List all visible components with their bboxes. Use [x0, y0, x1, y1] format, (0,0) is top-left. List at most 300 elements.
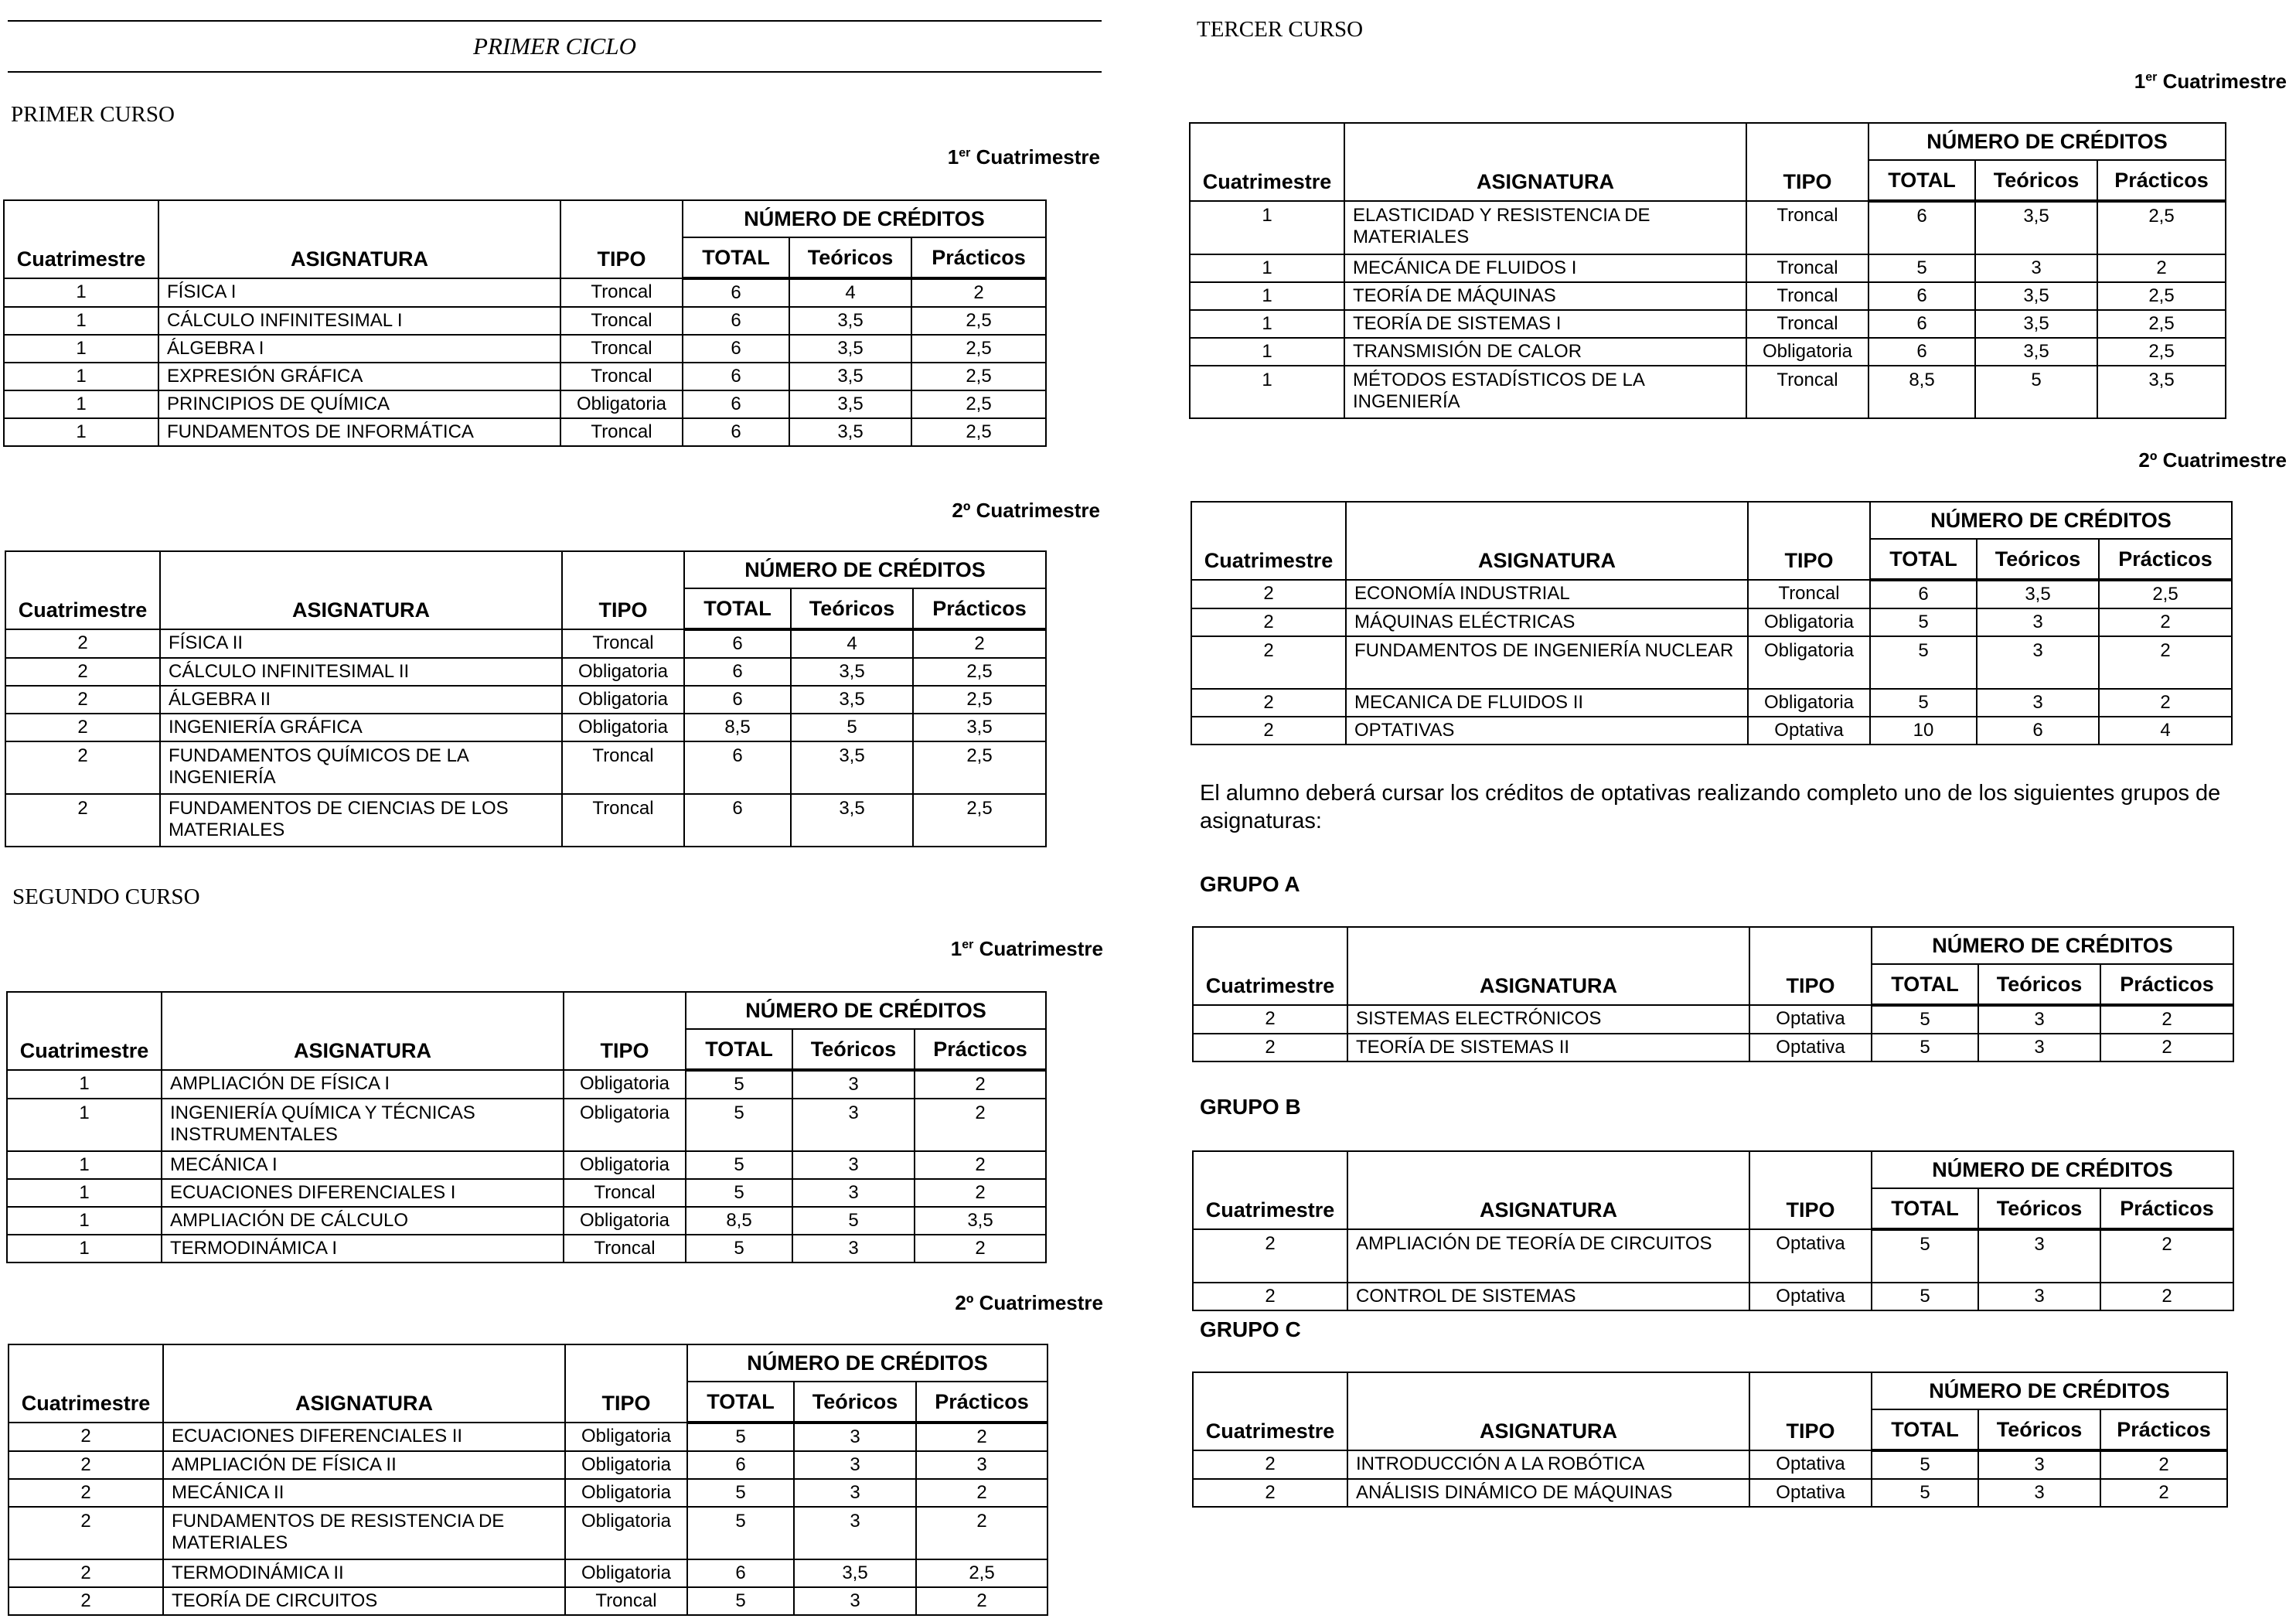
table-row: [5, 794, 1046, 847]
cell-tipo: Troncal: [1746, 254, 1868, 282]
cell-practicos: 2: [2100, 1450, 2227, 1479]
table-row: [7, 1235, 1046, 1263]
cell-total: 6: [684, 794, 791, 847]
cell-total: 5: [1872, 1229, 1978, 1283]
cell-asignatura: FUNDAMENTOS DE INFORMÁTICA: [158, 418, 560, 446]
table-row: [7, 1207, 1046, 1235]
cell-cuatrimestre: 1: [4, 307, 158, 335]
cell-total: 6: [687, 1451, 794, 1479]
cell-cuatrimestre: 1: [1190, 254, 1344, 282]
cell-practicos: 2: [915, 1099, 1046, 1151]
cell-cuatrimestre: 2: [9, 1507, 163, 1559]
cell-teoricos: 3: [1977, 608, 2099, 636]
cell-asignatura: INGENIERÍA QUÍMICA Y TÉCNICAS INSTRUMENTALES: [162, 1099, 564, 1151]
header-cuatrimestre: Cuatrimestre: [1193, 927, 1347, 1005]
optativas-note: El alumno deberá cursar los créditos de optativas realizando completo uno de los siguientes grupos de asignaturas:: [1200, 781, 2221, 833]
table-row: [1193, 1479, 2227, 1507]
cell-asignatura: ÁLGEBRA II: [160, 686, 562, 714]
header-tipo: TIPO: [1749, 927, 1872, 1005]
table-row: [1190, 201, 2226, 254]
cell-tipo: Obligatoria: [564, 1099, 686, 1151]
table-row: [1193, 1034, 2233, 1061]
cell-cuatrimestre: 1: [4, 363, 158, 390]
cell-asignatura: AMPLIACIÓN DE FÍSICA II: [163, 1451, 565, 1479]
cell-teoricos: 3: [794, 1479, 916, 1507]
cell-cuatrimestre: 2: [9, 1479, 163, 1507]
cell-teoricos: 3: [792, 1179, 915, 1207]
cell-cuatrimestre: 2: [1193, 1229, 1347, 1283]
cell-asignatura: CONTROL DE SISTEMAS: [1347, 1283, 1749, 1310]
header-numero-creditos: NÚMERO DE CRÉDITOS: [1872, 1151, 2233, 1188]
cell-tipo: Troncal: [565, 1587, 687, 1615]
cell-asignatura: MÁQUINAS ELÉCTRICAS: [1346, 608, 1748, 636]
cell-asignatura: FUNDAMENTOS DE RESISTENCIA DE MATERIALES: [163, 1507, 565, 1559]
semester-label-c3s1: 1er Cuatrimestre: [2134, 70, 2287, 93]
cell-practicos: 3,5: [2097, 366, 2226, 418]
cell-teoricos: 5: [791, 714, 913, 741]
header-practicos: Prácticos: [2100, 964, 2233, 1005]
cycle-title: PRIMER CICLO: [8, 20, 1102, 73]
header-cuatrimestre: Cuatrimestre: [1191, 502, 1346, 580]
cell-practicos: 2,5: [2097, 310, 2226, 338]
cell-total: 5: [1870, 636, 1977, 689]
cell-tipo: Troncal: [1746, 201, 1868, 254]
table-row: [1193, 1450, 2227, 1479]
semester-label-c2s1: 1er Cuatrimestre: [950, 937, 1103, 960]
cell-total: 5: [1872, 1034, 1978, 1061]
header-tipo: TIPO: [562, 551, 684, 629]
header-asignatura: ASIGNATURA: [1347, 927, 1749, 1005]
cell-asignatura: ANÁLISIS DINÁMICO DE MÁQUINAS: [1347, 1479, 1749, 1507]
cell-cuatrimestre: 2: [1193, 1479, 1347, 1507]
header-asignatura: ASIGNATURA: [160, 551, 562, 629]
cell-asignatura: EXPRESIÓN GRÁFICA: [158, 363, 560, 390]
header-tipo: TIPO: [1749, 1372, 1872, 1450]
cell-teoricos: 3: [792, 1151, 915, 1179]
cell-asignatura: TEORÍA DE SISTEMAS I: [1344, 310, 1746, 338]
cell-cuatrimestre: 1: [7, 1070, 162, 1099]
cell-tipo: Optativa: [1748, 717, 1870, 745]
header-numero-creditos: NÚMERO DE CRÉDITOS: [683, 200, 1046, 237]
cell-practicos: 2: [2097, 254, 2226, 282]
cell-total: 6: [1868, 310, 1975, 338]
cell-tipo: Obligatoria: [562, 658, 684, 686]
table-row: [1193, 1229, 2233, 1283]
cell-teoricos: 5: [792, 1207, 915, 1235]
cell-asignatura: OPTATIVAS: [1346, 717, 1748, 745]
header-asignatura: ASIGNATURA: [163, 1344, 565, 1423]
cell-total: 5: [686, 1099, 792, 1151]
table-c3s2: [1191, 501, 2233, 745]
cell-asignatura: CÁLCULO INFINITESIMAL I: [158, 307, 560, 335]
header-total: TOTAL: [1870, 539, 1977, 580]
header-total: TOTAL: [684, 588, 791, 629]
table-row: [9, 1507, 1048, 1559]
cell-total: 6: [683, 278, 789, 307]
cell-asignatura: MECÁNICA II: [163, 1479, 565, 1507]
header-asignatura: ASIGNATURA: [1346, 502, 1748, 580]
header-practicos: Prácticos: [2099, 539, 2232, 580]
cell-practicos: 2,5: [913, 794, 1046, 847]
header-practicos: Prácticos: [915, 1029, 1046, 1070]
header-asignatura: ASIGNATURA: [1344, 123, 1746, 201]
cell-tipo: Obligatoria: [1748, 689, 1870, 717]
cell-practicos: 2: [2100, 1034, 2233, 1061]
cell-cuatrimestre: 1: [4, 335, 158, 363]
cell-cuatrimestre: 2: [1191, 608, 1346, 636]
cell-asignatura: FUNDAMENTOS DE CIENCIAS DE LOS MATERIALES: [160, 794, 562, 847]
cell-cuatrimestre: 2: [1191, 580, 1346, 608]
cell-tipo: Optativa: [1749, 1229, 1872, 1283]
cell-asignatura: FÍSICA I: [158, 278, 560, 307]
header-teoricos: Teóricos: [791, 588, 913, 629]
table-row: [1193, 1283, 2233, 1310]
table-row: [1190, 254, 2226, 282]
table-row: [4, 307, 1046, 335]
header-numero-creditos: NÚMERO DE CRÉDITOS: [686, 992, 1046, 1029]
cell-asignatura: FUNDAMENTOS DE INGENIERÍA NUCLEAR: [1346, 636, 1748, 689]
cell-practicos: 2: [913, 629, 1046, 658]
cell-tipo: Optativa: [1749, 1034, 1872, 1061]
header-tipo: TIPO: [564, 992, 686, 1070]
cell-teoricos: 5: [1975, 366, 2097, 418]
semester-label-c1s2: 2º Cuatrimestre: [952, 499, 1100, 522]
header-teoricos: Teóricos: [792, 1029, 915, 1070]
table-c2s1: [6, 991, 1047, 1263]
header-tipo: TIPO: [1748, 502, 1870, 580]
cell-total: 6: [683, 307, 789, 335]
header-teoricos: Teóricos: [1975, 160, 2097, 201]
cell-practicos: 2,5: [2097, 282, 2226, 310]
header-cuatrimestre: Cuatrimestre: [4, 200, 158, 278]
grupo-a-label: GRUPO A: [1200, 872, 1300, 896]
cell-asignatura: MECÁNICA I: [162, 1151, 564, 1179]
cell-total: 5: [1872, 1450, 1978, 1479]
cell-teoricos: 3,5: [791, 658, 913, 686]
cell-asignatura: TEORÍA DE SISTEMAS II: [1347, 1034, 1749, 1061]
cell-total: 6: [683, 335, 789, 363]
cell-asignatura: CÁLCULO INFINITESIMAL II: [160, 658, 562, 686]
header-asignatura: ASIGNATURA: [158, 200, 560, 278]
semester-label-c3s2: 2º Cuatrimestre: [2138, 448, 2287, 472]
cell-cuatrimestre: 2: [9, 1559, 163, 1587]
table-grupo-a: [1192, 926, 2234, 1062]
cell-practicos: 2: [2100, 1283, 2233, 1310]
cell-tipo: Obligatoria: [562, 686, 684, 714]
cell-total: 5: [687, 1423, 794, 1451]
cell-total: 5: [686, 1179, 792, 1207]
cell-cuatrimestre: 1: [1190, 338, 1344, 366]
cell-teoricos: 3,5: [789, 390, 911, 418]
cell-total: 5: [687, 1479, 794, 1507]
header-teoricos: Teóricos: [1978, 1409, 2100, 1450]
cell-asignatura: MECANICA DE FLUIDOS II: [1346, 689, 1748, 717]
cell-total: 5: [1870, 608, 1977, 636]
cell-cuatrimestre: 2: [5, 629, 160, 658]
cell-total: 6: [683, 418, 789, 446]
cell-tipo: Obligatoria: [1748, 608, 1870, 636]
header-cuatrimestre: Cuatrimestre: [1193, 1372, 1347, 1450]
cell-tipo: Optativa: [1749, 1283, 1872, 1310]
cell-practicos: 2,5: [911, 363, 1046, 390]
cell-asignatura: AMPLIACIÓN DE CÁLCULO: [162, 1207, 564, 1235]
header-total: TOTAL: [687, 1382, 794, 1423]
cell-practicos: 2,5: [911, 335, 1046, 363]
table-row: [5, 714, 1046, 741]
cell-asignatura: FUNDAMENTOS QUÍMICOS DE LA INGENIERÍA: [160, 741, 562, 794]
table-row: [9, 1479, 1048, 1507]
cell-cuatrimestre: 1: [7, 1235, 162, 1263]
cell-asignatura: PRINCIPIOS DE QUÍMICA: [158, 390, 560, 418]
cell-tipo: Troncal: [1746, 282, 1868, 310]
cell-total: 10: [1870, 717, 1977, 745]
cell-total: 8,5: [686, 1207, 792, 1235]
header-teoricos: Teóricos: [794, 1382, 916, 1423]
header-numero-creditos: NÚMERO DE CRÉDITOS: [1872, 1372, 2227, 1409]
header-teoricos: Teóricos: [1978, 1188, 2100, 1229]
cell-tipo: Obligatoria: [565, 1479, 687, 1507]
cell-asignatura: AMPLIACIÓN DE FÍSICA I: [162, 1070, 564, 1099]
cell-total: 5: [686, 1151, 792, 1179]
cell-cuatrimestre: 2: [5, 741, 160, 794]
cell-tipo: Obligatoria: [562, 714, 684, 741]
cell-teoricos: 3,5: [1975, 201, 2097, 254]
cell-asignatura: MÉTODOS ESTADÍSTICOS DE LA INGENIERÍA: [1344, 366, 1746, 418]
cell-practicos: 3,5: [913, 714, 1046, 741]
header-tipo: TIPO: [560, 200, 683, 278]
cell-cuatrimestre: 2: [9, 1423, 163, 1451]
cell-total: 6: [1868, 201, 1975, 254]
table-row: [1191, 717, 2232, 745]
header-practicos: Prácticos: [916, 1382, 1048, 1423]
table-row: [4, 390, 1046, 418]
cell-teoricos: 3,5: [1977, 580, 2099, 608]
cell-practicos: 2,5: [911, 390, 1046, 418]
table-c3s1: [1189, 122, 2226, 419]
cell-practicos: 2,5: [913, 658, 1046, 686]
table-row: [4, 363, 1046, 390]
cell-tipo: Troncal: [564, 1235, 686, 1263]
cell-teoricos: 3: [794, 1507, 916, 1559]
cell-total: 6: [1868, 282, 1975, 310]
cell-teoricos: 4: [789, 278, 911, 307]
cell-asignatura: ECUACIONES DIFERENCIALES I: [162, 1179, 564, 1207]
cell-tipo: Troncal: [562, 629, 684, 658]
cell-teoricos: 3: [794, 1423, 916, 1451]
cell-cuatrimestre: 2: [1193, 1005, 1347, 1034]
header-tipo: TIPO: [565, 1344, 687, 1423]
cell-tipo: Obligatoria: [564, 1070, 686, 1099]
cell-tipo: Obligatoria: [565, 1507, 687, 1559]
table-grupo-c: [1192, 1372, 2228, 1508]
cell-teoricos: 3,5: [791, 794, 913, 847]
table-row: [1190, 310, 2226, 338]
header-cuatrimestre: Cuatrimestre: [9, 1344, 163, 1423]
table-grupo-b: [1192, 1150, 2234, 1311]
header-total: TOTAL: [1872, 1188, 1978, 1229]
cell-asignatura: INGENIERÍA GRÁFICA: [160, 714, 562, 741]
cell-tipo: Troncal: [560, 307, 683, 335]
cell-asignatura: TEORÍA DE CIRCUITOS: [163, 1587, 565, 1615]
cell-tipo: Obligatoria: [1746, 338, 1868, 366]
header-cuatrimestre: Cuatrimestre: [5, 551, 160, 629]
table-row: [1190, 366, 2226, 418]
table-row: [5, 686, 1046, 714]
cell-asignatura: TERMODINÁMICA II: [163, 1559, 565, 1587]
header-numero-creditos: NÚMERO DE CRÉDITOS: [1870, 502, 2232, 539]
cell-tipo: Optativa: [1749, 1479, 1872, 1507]
cell-cuatrimestre: 2: [5, 714, 160, 741]
cell-tipo: Obligatoria: [1748, 636, 1870, 689]
cell-cuatrimestre: 2: [1191, 717, 1346, 745]
cell-practicos: 2,5: [911, 418, 1046, 446]
cell-practicos: 2,5: [2097, 201, 2226, 254]
cell-tipo: Troncal: [564, 1179, 686, 1207]
header-teoricos: Teóricos: [789, 237, 911, 278]
cell-teoricos: 3: [1978, 1450, 2100, 1479]
table-row: [7, 1179, 1046, 1207]
header-total: TOTAL: [683, 237, 789, 278]
header-numero-creditos: NÚMERO DE CRÉDITOS: [1868, 123, 2226, 160]
cell-asignatura: ÁLGEBRA I: [158, 335, 560, 363]
cell-tipo: Troncal: [560, 363, 683, 390]
cell-asignatura: ECONOMÍA INDUSTRIAL: [1346, 580, 1748, 608]
cell-total: 8,5: [1868, 366, 1975, 418]
cell-teoricos: 3,5: [789, 363, 911, 390]
cell-teoricos: 4: [791, 629, 913, 658]
cell-tipo: Obligatoria: [564, 1151, 686, 1179]
header-asignatura: ASIGNATURA: [1347, 1372, 1749, 1450]
header-numero-creditos: NÚMERO DE CRÉDITOS: [1872, 927, 2233, 964]
grupo-c-label: GRUPO C: [1200, 1317, 1301, 1341]
header-asignatura: ASIGNATURA: [162, 992, 564, 1070]
table-row: [4, 335, 1046, 363]
cell-teoricos: 3: [1978, 1283, 2100, 1310]
cell-tipo: Troncal: [1746, 310, 1868, 338]
cell-practicos: 2: [2099, 608, 2232, 636]
table-row: [4, 418, 1046, 446]
cell-cuatrimestre: 2: [5, 794, 160, 847]
cell-cuatrimestre: 1: [7, 1099, 162, 1151]
course-title-primer: PRIMER CURSO: [11, 102, 175, 127]
cell-teoricos: 6: [1977, 717, 2099, 745]
header-tipo: TIPO: [1746, 123, 1868, 201]
cell-asignatura: TEORÍA DE MÁQUINAS: [1344, 282, 1746, 310]
cell-teoricos: 3: [1978, 1229, 2100, 1283]
cell-practicos: 4: [2099, 717, 2232, 745]
header-total: TOTAL: [1872, 1409, 1978, 1450]
cell-teoricos: 3: [792, 1235, 915, 1263]
cell-practicos: 2: [915, 1179, 1046, 1207]
cell-teoricos: 3: [792, 1070, 915, 1099]
cell-tipo: Obligatoria: [564, 1207, 686, 1235]
cell-total: 6: [1868, 338, 1975, 366]
cell-cuatrimestre: 2: [1191, 636, 1346, 689]
course-title-segundo: SEGUNDO CURSO: [12, 884, 200, 909]
cell-practicos: 2: [915, 1070, 1046, 1099]
table-row: [1191, 636, 2232, 689]
cell-teoricos: 3,5: [789, 307, 911, 335]
cell-practicos: 2,5: [916, 1559, 1048, 1587]
table-row: [5, 658, 1046, 686]
cell-cuatrimestre: 2: [1193, 1034, 1347, 1061]
cell-teoricos: 3: [1978, 1005, 2100, 1034]
cell-cuatrimestre: 2: [1191, 689, 1346, 717]
course-title-tercer: TERCER CURSO: [1197, 17, 1364, 42]
table-row: [1191, 689, 2232, 717]
cell-practicos: 2,5: [2097, 338, 2226, 366]
cell-practicos: 2: [911, 278, 1046, 307]
cell-asignatura: MECÁNICA DE FLUIDOS I: [1344, 254, 1746, 282]
cell-cuatrimestre: 1: [7, 1207, 162, 1235]
cell-total: 5: [1868, 254, 1975, 282]
cell-tipo: Troncal: [1746, 366, 1868, 418]
cell-asignatura: AMPLIACIÓN DE TEORÍA DE CIRCUITOS: [1347, 1229, 1749, 1283]
cell-asignatura: ECUACIONES DIFERENCIALES II: [163, 1423, 565, 1451]
cell-practicos: 2: [915, 1151, 1046, 1179]
cell-cuatrimestre: 1: [1190, 310, 1344, 338]
header-teoricos: Teóricos: [1977, 539, 2099, 580]
cell-asignatura: ELASTICIDAD Y RESISTENCIA DE MATERIALES: [1344, 201, 1746, 254]
table-row: [9, 1559, 1048, 1587]
header-numero-creditos: NÚMERO DE CRÉDITOS: [687, 1344, 1048, 1382]
table-row: [1191, 580, 2232, 608]
header-practicos: Prácticos: [2100, 1188, 2233, 1229]
cell-practicos: 2: [2100, 1479, 2227, 1507]
table-row: [1190, 282, 2226, 310]
cell-cuatrimestre: 1: [1190, 366, 1344, 418]
cell-teoricos: 3: [792, 1099, 915, 1151]
cell-total: 6: [683, 390, 789, 418]
table-row: [1190, 338, 2226, 366]
cell-asignatura: TRANSMISIÓN DE CALOR: [1344, 338, 1746, 366]
table-row: [7, 1099, 1046, 1151]
header-practicos: Prácticos: [911, 237, 1046, 278]
cell-cuatrimestre: 1: [1190, 201, 1344, 254]
table-row: [1191, 608, 2232, 636]
table-row: [5, 629, 1046, 658]
header-total: TOTAL: [1868, 160, 1975, 201]
cell-teoricos: 3,5: [794, 1559, 916, 1587]
header-cuatrimestre: Cuatrimestre: [1193, 1151, 1347, 1229]
header-tipo: TIPO: [1749, 1151, 1872, 1229]
cell-total: 5: [1872, 1479, 1978, 1507]
cell-practicos: 2,5: [911, 307, 1046, 335]
header-cuatrimestre: Cuatrimestre: [1190, 123, 1344, 201]
cell-total: 6: [683, 363, 789, 390]
cell-practicos: 2: [915, 1235, 1046, 1263]
cell-cuatrimestre: 2: [5, 686, 160, 714]
cell-practicos: 2,5: [913, 686, 1046, 714]
cell-asignatura: TERMODINÁMICA I: [162, 1235, 564, 1263]
cell-practicos: 2: [2100, 1229, 2233, 1283]
cell-tipo: Troncal: [560, 335, 683, 363]
cell-total: 6: [687, 1559, 794, 1587]
cell-total: 8,5: [684, 714, 791, 741]
cell-tipo: Troncal: [562, 741, 684, 794]
cell-tipo: Obligatoria: [565, 1559, 687, 1587]
cell-tipo: Obligatoria: [565, 1423, 687, 1451]
cell-teoricos: 3,5: [791, 741, 913, 794]
cell-total: 5: [1870, 689, 1977, 717]
table-row: [9, 1587, 1048, 1615]
cell-tipo: Troncal: [560, 278, 683, 307]
cell-practicos: 2,5: [2099, 580, 2232, 608]
cell-cuatrimestre: 2: [1193, 1450, 1347, 1479]
cell-practicos: 2: [2100, 1005, 2233, 1034]
grupo-b-label: GRUPO B: [1200, 1095, 1301, 1119]
cell-practicos: 2: [916, 1423, 1048, 1451]
